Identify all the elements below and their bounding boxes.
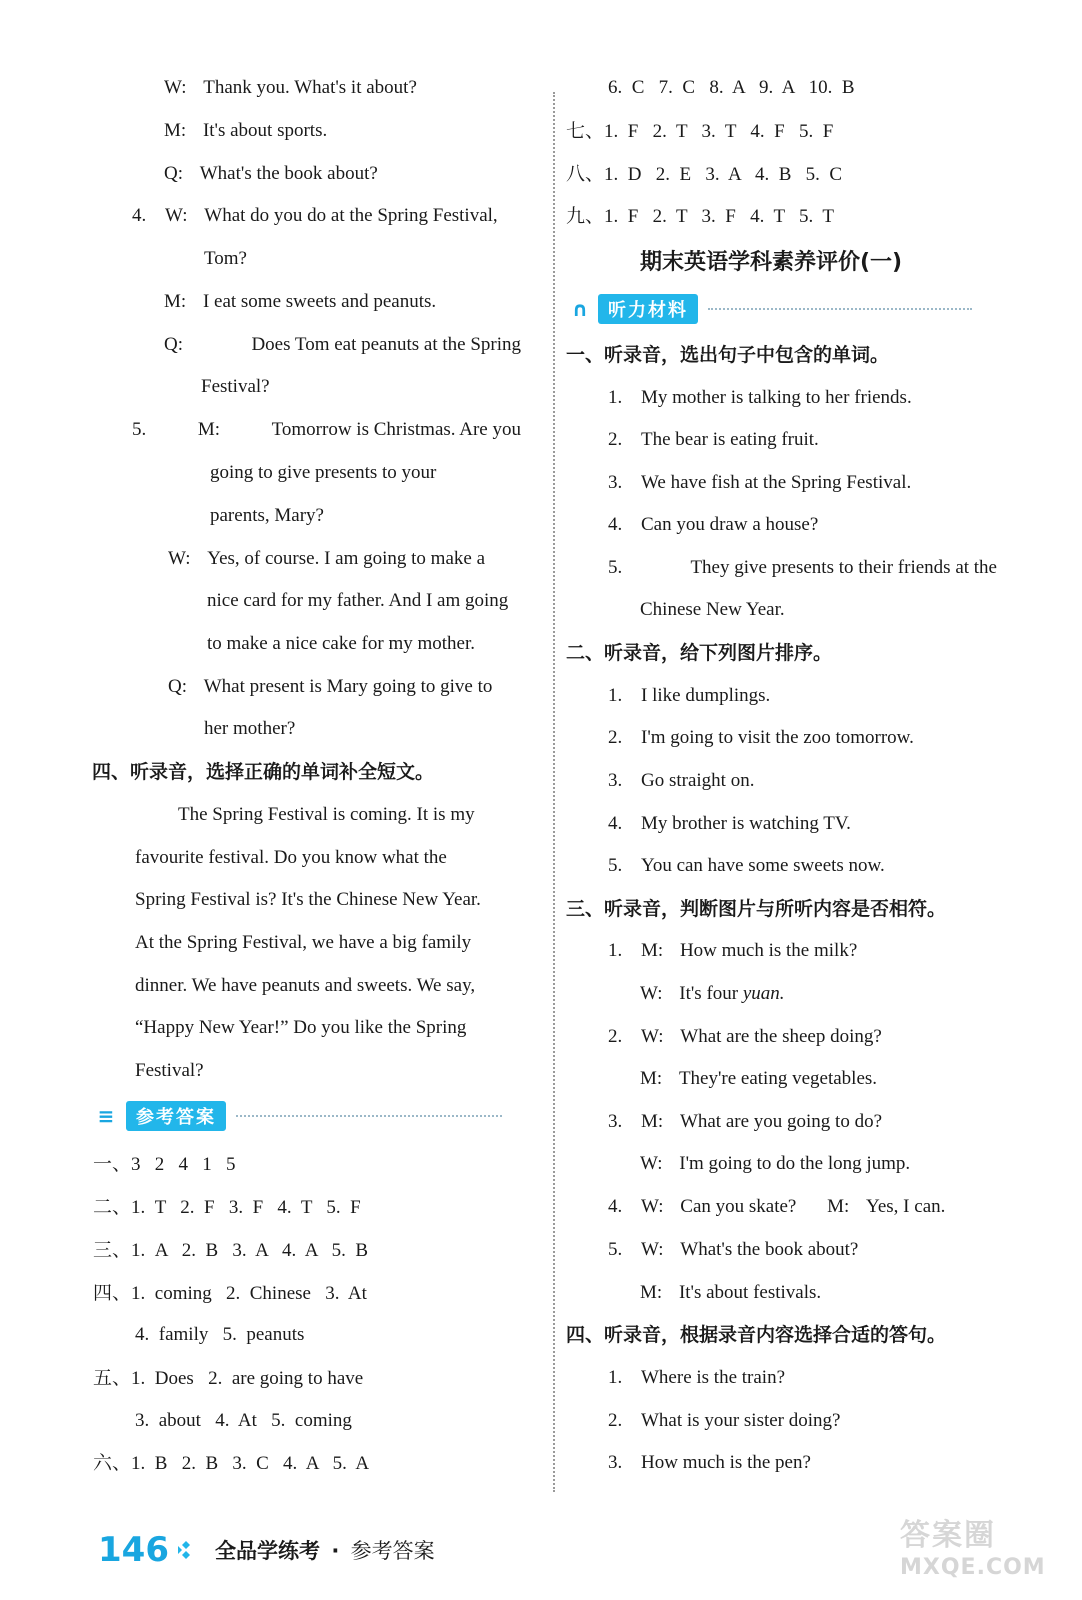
item-number: 3. — [608, 472, 623, 493]
answer-text: 4. family 5. peanuts — [135, 1324, 305, 1345]
item-text: I like dumplings. — [641, 685, 771, 706]
dialog-text: It's about festivals. — [678, 1282, 822, 1303]
footer-sublabel: 参考答案 — [350, 1539, 435, 1563]
speaker-label: M: — [640, 1282, 663, 1303]
dialog-text: It's about sports. — [202, 120, 328, 141]
answer-row — [93, 1237, 368, 1264]
section-heading: 一、听录音，选出句子中包含的单词。 — [566, 344, 890, 366]
dialog-line — [608, 1194, 945, 1220]
dialog-text: Does Tom eat peanuts at the Spring — [251, 334, 521, 355]
item-number: 2. — [608, 429, 623, 450]
answer-text: 1. F 2. T 3. T 4. F 5. F — [604, 121, 834, 142]
item-number: 4. — [132, 205, 147, 226]
passage-line: dinner. We have peanuts and sweets. We say, — [135, 975, 476, 996]
answer-text: 3 2 4 1 5 — [131, 1154, 236, 1175]
dialog-line — [608, 1109, 882, 1135]
dialog-text: Festival? — [201, 376, 270, 397]
answer-mark: 二、 — [93, 1196, 132, 1218]
item-number: 5. — [608, 1239, 623, 1260]
answer-text: 1. T 2. F 3. F 4. T 5. F — [131, 1197, 361, 1218]
dialog-line — [640, 1151, 910, 1177]
answer-mark: 五、 — [93, 1367, 132, 1389]
item-text: You can have some sweets now. — [641, 855, 885, 876]
dialog-line — [207, 631, 475, 657]
passage-line: The Spring Festival is coming. It is my — [178, 804, 475, 825]
dialog-text: parents, Mary? — [210, 505, 324, 526]
list-item — [608, 1365, 785, 1391]
answer-mark: 一、 — [93, 1153, 132, 1175]
dialog-line — [201, 374, 270, 400]
dialog-line — [640, 1280, 821, 1306]
speaker-label: Q: — [164, 163, 183, 184]
dialog-text: I eat some sweets and peanuts. — [202, 291, 437, 312]
dialog-line — [164, 118, 327, 144]
item-number: 2. — [608, 727, 623, 748]
item-text: I'm going to visit the zoo tomorrow. — [641, 727, 914, 748]
column-divider — [553, 92, 555, 1492]
item-text: We have fish at the Spring Festival. — [641, 472, 912, 493]
speaker-label: W: — [165, 205, 188, 226]
brand-logo-icon — [176, 1540, 196, 1560]
item-number: 5. — [608, 557, 623, 578]
list-item — [608, 1450, 811, 1476]
section-heading: 四、听录音，根据录音内容选择合适的答句。 — [566, 1324, 947, 1346]
speaker-label: M: — [640, 1068, 663, 1089]
dialog-line — [168, 674, 492, 700]
item-number: 4. — [608, 514, 623, 535]
passage-line: “Happy New Year!” Do you like the Spring — [135, 1017, 467, 1038]
speaker-label: M: — [164, 291, 187, 312]
exam-title: 期末英语学科素养评价(一) — [640, 250, 903, 275]
answer-text: 3. about 4. At 5. coming — [135, 1410, 352, 1431]
item-number: 1. — [608, 685, 623, 706]
speaker-label: W: — [168, 548, 191, 569]
item-text: How much is the pen? — [641, 1452, 811, 1473]
dialog-line — [608, 938, 857, 964]
dialog-text: Yes, of course. I am going to make a — [207, 548, 486, 569]
dialog-text: What's the book about? — [199, 163, 378, 184]
answer-row — [93, 1280, 367, 1307]
watermark — [900, 1520, 1046, 1584]
dialog-line — [168, 546, 485, 572]
watermark-line1: 答案圈 — [900, 1518, 996, 1553]
item-number: 1. — [608, 1367, 623, 1388]
speaker-label: Q: — [168, 676, 187, 697]
dialog-line — [164, 161, 378, 187]
list-item — [608, 683, 770, 709]
dialog-line — [164, 332, 521, 358]
speaker-label: W: — [640, 1153, 663, 1174]
footer-label — [215, 1536, 435, 1566]
dialog-line — [132, 203, 498, 229]
item-number: 5. — [608, 855, 623, 876]
list-item — [608, 811, 851, 837]
dialog-text: Thank you. What's it about? — [203, 77, 417, 98]
dialog-line — [207, 588, 508, 614]
answer-mark: 六、 — [93, 1452, 132, 1474]
dialog-text: Tom? — [204, 248, 247, 269]
speaker-label: W: — [640, 983, 663, 1004]
listening-tag-label: 听力材料 — [598, 294, 698, 324]
dialog-text: her mother? — [204, 718, 296, 739]
answer-row — [135, 1408, 352, 1434]
item-number: 3. — [608, 1452, 623, 1473]
dialog-line — [608, 1237, 858, 1263]
item-number: 4. — [608, 1196, 623, 1217]
item-text: The bear is eating fruit. — [641, 429, 819, 450]
list-item — [608, 725, 914, 751]
passage-line: Festival? — [135, 1060, 204, 1081]
answer-mark: 八、 — [566, 163, 605, 185]
dialog-line — [210, 460, 436, 486]
item-text: My mother is talking to her friends. — [641, 387, 912, 408]
answer-mark: 七、 — [566, 120, 605, 142]
dialog-line — [164, 289, 436, 315]
dialog-text: going to give presents to your — [210, 462, 437, 483]
item-number: 4. — [608, 813, 623, 834]
item-text: They give presents to their friends at the — [690, 557, 997, 578]
passage-line: At the Spring Festival, we have a big family — [135, 932, 472, 953]
footer-separator: · — [331, 1539, 340, 1563]
section-heading: 二、听录音，给下列图片排序。 — [566, 642, 833, 664]
answer-text: 1. D 2. E 3. A 4. B 5. C — [604, 164, 843, 185]
section-heading: 三、听录音，判断图片与所听内容是否相符。 — [566, 898, 947, 920]
list-item — [608, 512, 818, 538]
page-number: 146 — [98, 1530, 169, 1570]
dialog-text: Yes, I can. — [866, 1196, 946, 1217]
answers-tag — [92, 1102, 502, 1130]
answer-text: 1. coming 2. Chinese 3. At — [131, 1283, 367, 1304]
dialog-text: What's the book about? — [680, 1239, 859, 1260]
section-heading: 四、听录音，选择正确的单词补全短文。 — [92, 761, 435, 783]
dialog-text: Can you skate? — [680, 1196, 797, 1217]
answer-text: 1. F 2. T 3. F 4. T 5. T — [604, 206, 835, 227]
speaker-label: W: — [641, 1239, 664, 1260]
listening-tag — [566, 295, 972, 323]
dialog-line — [640, 981, 785, 1007]
speaker-label: M: — [641, 1111, 664, 1132]
answer-row — [608, 75, 855, 101]
answer-text: 1. Does 2. are going to have — [131, 1368, 364, 1389]
item-text: What is your sister doing? — [641, 1410, 841, 1431]
answer-row — [93, 1151, 236, 1178]
list-item — [608, 427, 819, 453]
dialog-line — [608, 1024, 882, 1050]
answer-row — [566, 203, 834, 230]
answer-mark: 九、 — [566, 205, 605, 227]
item-number: 1. — [608, 387, 623, 408]
item-text: Chinese New Year. — [640, 599, 785, 620]
dialog-text: Tomorrow is Christmas. Are you — [271, 419, 521, 440]
item-text: Can you draw a house? — [641, 514, 819, 535]
answer-row — [93, 1365, 363, 1392]
answer-text: 1. A 2. B 3. A 4. A 5. B — [131, 1240, 369, 1261]
speaker-label: M: — [197, 419, 221, 440]
answer-row — [135, 1322, 304, 1348]
dialog-text: They're eating vegetables. — [678, 1068, 878, 1089]
dialog-line — [640, 1066, 877, 1092]
item-text: Go straight on. — [641, 770, 755, 791]
tag-dotted-rule — [708, 308, 972, 310]
item-number: 2. — [608, 1410, 623, 1431]
tag-dotted-rule — [236, 1115, 502, 1117]
item-number: 2. — [608, 1026, 623, 1047]
answer-text: 6. C 7. C 8. A 9. A 10. B — [608, 77, 855, 98]
passage-line: Spring Festival is? It's the Chinese New Year. — [135, 889, 481, 910]
dialog-text: to make a nice cake for my mother. — [207, 633, 476, 654]
dialog-text: nice card for my father. And I am going — [207, 590, 509, 611]
speaker-label: Q: — [164, 334, 183, 355]
answer-row — [93, 1194, 361, 1221]
answer-row — [566, 161, 842, 188]
answer-text: 1. B 2. B 3. C 4. A 5. A — [131, 1453, 370, 1474]
item-number: 5. — [132, 419, 147, 440]
list-item — [608, 470, 911, 496]
speaker-label: M: — [827, 1196, 850, 1217]
dialog-line — [164, 75, 417, 101]
list-item — [608, 555, 997, 581]
footer-brand: 全品学练考 — [215, 1539, 320, 1563]
item-text: Where is the train? — [641, 1367, 786, 1388]
dialog-line — [132, 417, 521, 443]
dialog-line — [204, 716, 295, 742]
dialog-italic-word: yuan. — [742, 983, 785, 1004]
answer-row — [93, 1450, 369, 1477]
item-number: 1. — [608, 940, 623, 961]
list-item — [640, 597, 785, 623]
speaker-label: W: — [641, 1196, 664, 1217]
watermark-line2: MXQE.COM — [900, 1555, 1046, 1580]
item-number: 3. — [608, 770, 623, 791]
item-number: 3. — [608, 1111, 623, 1132]
list-item — [608, 768, 754, 794]
dialog-line — [210, 503, 324, 529]
answer-mark: 四、 — [93, 1282, 132, 1304]
list-item — [608, 853, 885, 879]
speaker-label: W: — [164, 77, 187, 98]
dialog-text: What do you do at the Spring Festival, — [204, 205, 498, 226]
answer-mark: 三、 — [93, 1239, 132, 1261]
speaker-label: M: — [641, 940, 664, 961]
answer-row — [566, 118, 833, 145]
list-item — [608, 385, 912, 411]
dialog-line — [204, 246, 247, 272]
dialog-text: What are the sheep doing? — [680, 1026, 882, 1047]
list-item — [608, 1408, 840, 1434]
speaker-label: W: — [641, 1026, 664, 1047]
item-text: My brother is watching TV. — [641, 813, 851, 834]
passage-line: favourite festival. Do you know what the — [135, 847, 447, 868]
dialog-text: What present is Mary going to give to — [203, 676, 493, 697]
dialog-text: What are you going to do? — [679, 1111, 883, 1132]
headphones-icon: ∩ — [571, 297, 589, 321]
list-icon: ≡ — [97, 1104, 115, 1128]
dialog-text: It's four — [679, 983, 739, 1004]
answers-tag-label: 参考答案 — [126, 1101, 226, 1131]
dialog-text: How much is the milk? — [679, 940, 858, 961]
speaker-label: M: — [164, 120, 187, 141]
dialog-text: I'm going to do the long jump. — [679, 1153, 911, 1174]
